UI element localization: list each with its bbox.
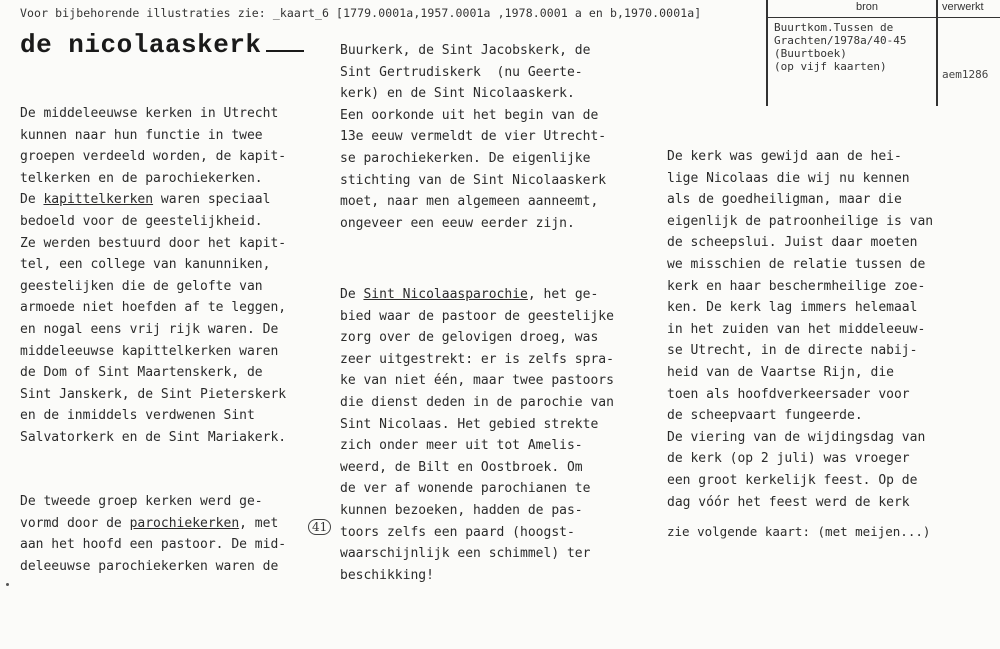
text-line: moet, naar men algemeen aanneemt, (340, 194, 599, 210)
col3-paragraph-1 (667, 146, 933, 513)
processed-code: aem1286 (942, 68, 989, 81)
text-line: De kapittelkerken waren speciaal (20, 192, 271, 208)
text-line: middeleeuwse kapittelkerken waren (20, 343, 279, 359)
col1-paragraph-2 (20, 491, 286, 577)
text-line: kerk en haar beschermheilige zoe- (667, 278, 926, 294)
underlined-term: kapittelkerken (43, 192, 154, 208)
text-line: heid van de Vaartse Rijn, die (667, 364, 894, 380)
text-line: kunnen naar hun functie in twee (20, 127, 263, 143)
text-line: Buurkerk, de Sint Jacobskerk, de (340, 43, 591, 58)
text-line: se parochiekerken. De eigenlijke (340, 150, 591, 166)
text-line: zich onder meer uit tot Amelis- (340, 438, 583, 454)
text-line: bied waar de pastoor de geestelijke (340, 308, 614, 324)
box-left-border (766, 0, 768, 106)
title-text: de nicolaaskerk (20, 30, 262, 60)
source-column-header: bron (856, 1, 879, 13)
text-line: eigenlijk de patroonheilige is van (667, 213, 934, 229)
text-line: vormd door de parochiekerken, met (20, 515, 279, 531)
illustrations-reference: Voor bijbehorende illustraties zie: _kaart_6 [1779.0001a,1957.0001a ,1978.0001 a en b,1970.0001a] (20, 6, 702, 20)
text-line: als de goedheiligman, maar die (667, 192, 902, 208)
box-header-rule (766, 17, 1000, 18)
text-line: beschikking! (340, 567, 434, 583)
text-line: De middeleeuwse kerken in Utrecht (20, 106, 279, 121)
underlined-term: parochiekerken (129, 515, 240, 531)
text-line: ke van niet één, maar twee pastoors (340, 373, 614, 389)
text-line: groepen verdeeld worden, de kapit- (20, 149, 287, 165)
col1-paragraph-1 (20, 103, 286, 449)
col2-paragraph-2 (340, 284, 614, 586)
text-line: de ver af wonende parochianen te (340, 481, 591, 497)
text-line: armoede niet hoefden af te leggen, (20, 300, 287, 316)
text-line: waarschijnlijk een schimmel) ter (340, 546, 591, 562)
text-line: De Sint Nicolaasparochie, het ge- (340, 287, 599, 302)
text-line: een groot kerkelijk feest. Op de (667, 472, 918, 488)
text-line: kunnen bezoeken, hadden de pas- (340, 502, 583, 518)
text-line: zeer uitgestrekt: er is zelfs spra- (340, 351, 614, 367)
processed-column-header: verwerkt (942, 1, 984, 13)
text-line: in het zuiden van het middeleeuw- (667, 321, 926, 337)
text-line: deleeuwse parochiekerken waren de (20, 558, 279, 574)
text-line: 13e eeuw vermeldt de vier Utrecht- (340, 129, 607, 145)
text-line: de scheepslui. Juist daar moeten (667, 235, 918, 251)
box-divider (936, 0, 938, 106)
text-line: lige Nicolaas die wij nu kennen (667, 170, 910, 186)
text-line: Sint Nicolaas. Het gebied strekte (340, 416, 599, 432)
margin-dot (6, 583, 9, 586)
title-underline (266, 30, 304, 52)
col2-paragraph-1 (340, 40, 606, 234)
text-line: de scheepvaart fungeerde. (667, 408, 863, 424)
underlined-term: Sint Nicolaasparochie (363, 287, 528, 302)
source-reference: Buurtkom.Tussen de Grachten/1978a/40-45 (Buurtboek) (op vijf kaarten) (774, 21, 907, 73)
source-box (766, 0, 1000, 106)
text-line: toen als hoofdverkeersader voor (667, 386, 910, 402)
text-line: de kerk (op 2 juli) was vroeger (667, 451, 910, 467)
text-line: Een oorkonde uit het begin van de (340, 107, 599, 123)
text-line: De viering van de wijdingsdag van (667, 429, 926, 445)
text-line: en nogal eens vrij rijk waren. De (20, 321, 279, 337)
text-line: Sint Gertrudiskerk (nu Geerte- (340, 64, 583, 80)
text-line: bedoeld voor de geestelijkheid. (20, 213, 263, 229)
text-line: toors zelfs een paard (hoogst- (340, 524, 575, 540)
continuation-note: zie volgende kaart: (met meijen...) (667, 524, 931, 539)
text-line: zorg over de gelovigen droeg, was (340, 330, 599, 346)
text-line: tel, een college van kanunniken, (20, 257, 271, 273)
text-line: dag vóór het feest werd de kerk (667, 494, 910, 510)
text-line: we misschien de relatie tussen de (667, 256, 926, 272)
text-line: weerd, de Bilt en Oostbroek. Om (340, 459, 583, 475)
text-line: Ze werden bestuurd door het kapit- (20, 235, 287, 251)
text-line: aan het hoofd een pastoor. De mid- (20, 537, 287, 553)
text-line: die dienst deden in de parochie van (340, 394, 614, 410)
text-line: de Dom of Sint Maartenskerk, de (20, 365, 263, 381)
text-line: ken. De kerk lag immers helemaal (667, 300, 918, 316)
text-line: ongeveer een eeuw eerder zijn. (340, 215, 575, 231)
text-line: Sint Janskerk, de Sint Pieterskerk (20, 386, 287, 402)
text-line: kerk) en de Sint Nicolaaskerk. (340, 86, 575, 102)
text-line: telkerken en de parochiekerken. (20, 170, 263, 186)
text-line: Salvatorkerk en de Sint Mariakerk. (20, 429, 287, 445)
text-line: en de inmiddels verdwenen Sint (20, 408, 255, 424)
text-line: De kerk was gewijd aan de hei- (667, 149, 902, 164)
page-title (20, 30, 304, 60)
text-line: De tweede groep kerken werd ge- (20, 494, 263, 509)
text-line: se Utrecht, in de directe nabij- (667, 343, 918, 359)
page-number-mark: 41 (308, 519, 331, 535)
text-line: stichting van de Sint Nicolaaskerk (340, 172, 607, 188)
text-line: geestelijken die de gelofte van (20, 278, 263, 294)
